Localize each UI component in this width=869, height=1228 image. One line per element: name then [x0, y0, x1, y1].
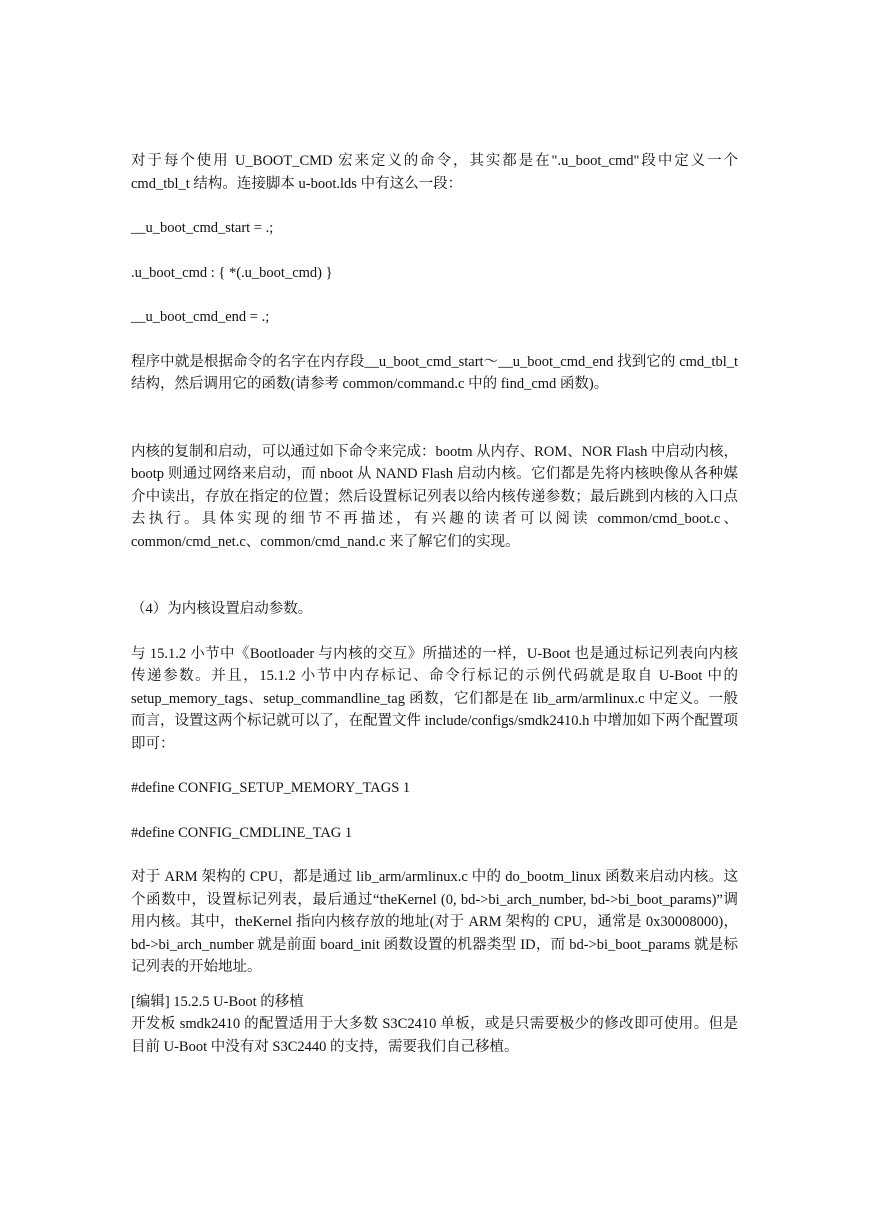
paragraph-find-cmd: 程序中就是根据命令的名字在内存段__u_boot_cmd_start～__u_boot_cmd_end 找到它的 cmd_tbl_t 结构，然后调用它的函数(请参考 common/command.c 中的 find_cmd 函数)。	[131, 353, 738, 392]
section-heading-u-boot-port: [编辑] 15.2.5 U-Boot 的移植	[131, 993, 304, 1010]
paragraph-tag-list: 与 15.1.2 小节中《Bootloader 与内核的交互》所描述的一样，U-Boot 也是通过标记列表向内核传递参数。并且，15.1.2 小节中内存标记、命令行标记的示例代码就是取自 U-Boot 中的 setup_memory_tags、setup_commandline_tag 函数，它们都是在 lib_arm/armlinux.c 中定义。一般而言，设置这两个标记就可以了，在配置文件 include/configs/smdk2410.h 中增加如下两个配置项即可：	[131, 645, 738, 752]
paragraph-do-bootm-linux: 对于 ARM 架构的 CPU，都是通过 lib_arm/armlinux.c 中的 do_bootm_linux 函数来启动内核。这个函数中，设置标记列表，最后通过“theKernel (0, bd->bi_arch_number, bd->bi_boot_params)”调用内核。其中，theKernel 指向内核存放的地址(对于 ARM 架构的 CPU，通常是 0x30008000)，bd->bi_arch_number 就是前面 board_init 函数设置的机器类型 ID，而 bd->bi_boot_params 就是标记列表的开始地址。	[131, 869, 738, 975]
paragraph-u-boot-cmd-section: 对于每个使用 U_BOOT_CMD 宏来定义的命令，其实都是在".u_boot_cmd"段中定义一个 cmd_tbl_t 结构。连接脚本 u-boot.lds 中有这么一段：	[131, 153, 738, 192]
code-line-cmd-section: .u_boot_cmd : { *(.u_boot_cmd) }	[131, 264, 333, 281]
step-heading-boot-params: （4）为内核设置启动参数。	[131, 601, 313, 617]
define-memory-tags: #define CONFIG_SETUP_MEMORY_TAGS 1	[131, 780, 411, 796]
code-line-cmd-end: __u_boot_cmd_end = .;	[131, 309, 270, 325]
define-cmdline-tag: #define CONFIG_CMDLINE_TAG 1	[131, 824, 353, 841]
document-body	[131, 150, 738, 1058]
paragraph-kernel-boot: 内核的复制和启动，可以通过如下命令来完成：bootm 从内存、ROM、NOR Flash 中启动内核，bootp 则通过网络来启动，而 nboot 从 NAND Flash 启动内核。它们都是先将内核映像从各种媒介中读出，存放在指定的位置；然后设置标记列表以给内核传递参数；最后跳到内核的入口点去执行。具体实现的细节不再描述，有兴趣的读者可以阅读 common/cmd_boot.c、common/cmd_net.c、common/cmd_nand.c 来了解它们的实现。	[131, 443, 739, 550]
code-line-cmd-start: __u_boot_cmd_start = .;	[131, 220, 274, 236]
paragraph-s3c2440-port: 开发板 smdk2410 的配置适用于大多数 S3C2410 单板，或是只需要极少的修改即可使用。但是目前 U-Boot 中没有对 S3C2440 的支持，需要我们自己移植。	[131, 1016, 738, 1055]
